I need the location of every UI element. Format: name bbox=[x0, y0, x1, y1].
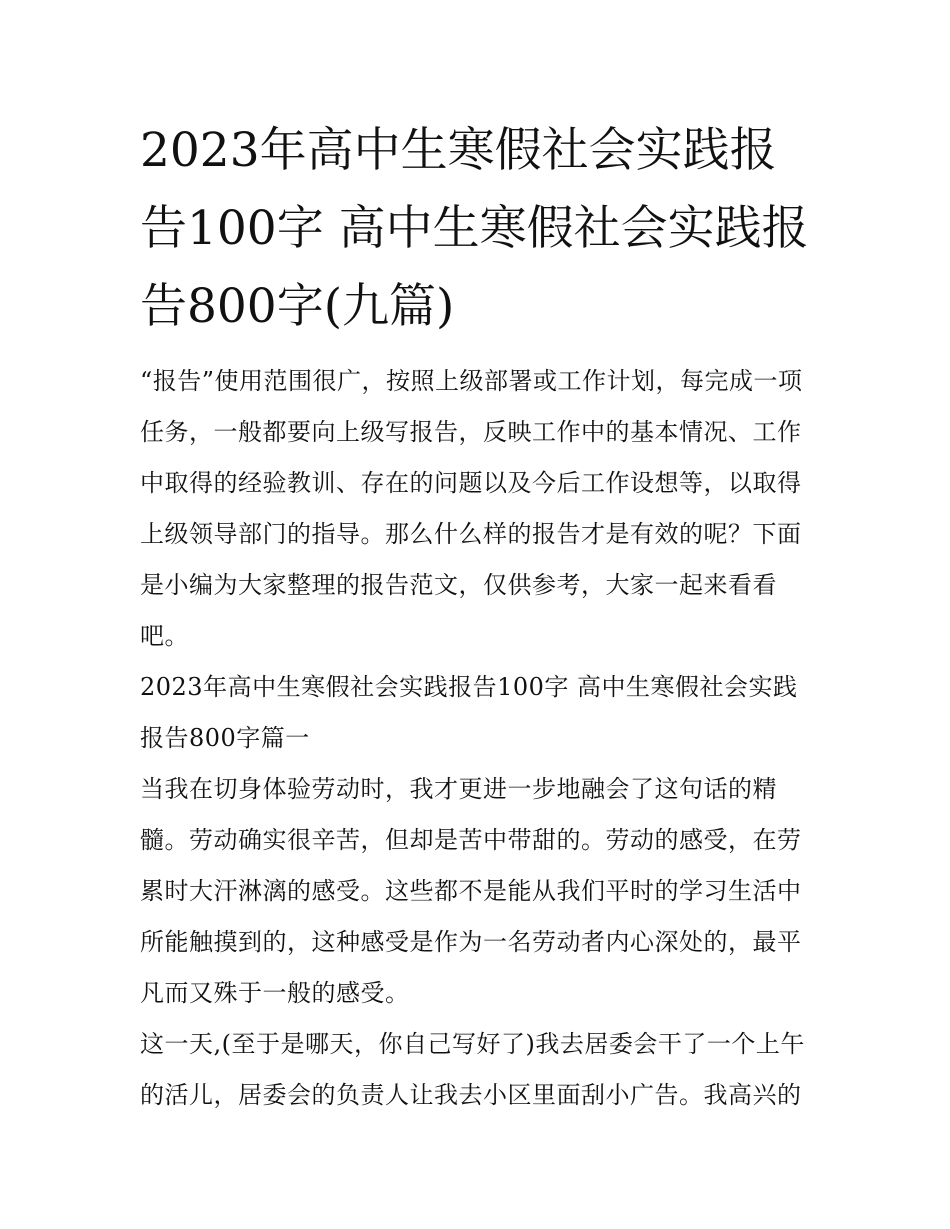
document-title: 2023年高中生寒假社会实践报告100字 高中生寒假社会实践报告800字(九篇) bbox=[140, 123, 809, 334]
body-paragraph-2: 这一天,(至于是哪天，你自己写好了)我去居委会干了一个上午的活儿，居委会的负责人让我去小区里面刮小广告。我高兴的 bbox=[140, 1030, 805, 1109]
document-body bbox=[140, 112, 815, 1121]
section-heading: 2023年高中生寒假社会实践报告100字 高中生寒假社会实践报告800字篇一 bbox=[140, 673, 798, 752]
body-paragraph-1: 当我在切身体验劳动时，我才更进一步地融会了这句话的精髓。劳动确实很辛苦，但却是苦中带甜的。劳动的感受，在劳累时大汗淋漓的感受。这些都不是能从我们平时的学习生活中所能触摸到的，这种感受是作为一名劳动者内心深处的，最平凡而又殊于一般的感受。 bbox=[140, 775, 802, 1007]
intro-paragraph: “报告”使用范围很广，按照上级部署或工作计划，每完成一项任务，一般都要向上级写报告，反映工作中的基本情况、工作中取得的经验教训、存在的问题以及今后工作设想等，以取得上级领导部门的指导。那么什么样的报告才是有效的呢？下面是小编为大家整理的报告范文，仅供参考，大家一起来看看吧。 bbox=[140, 367, 803, 650]
